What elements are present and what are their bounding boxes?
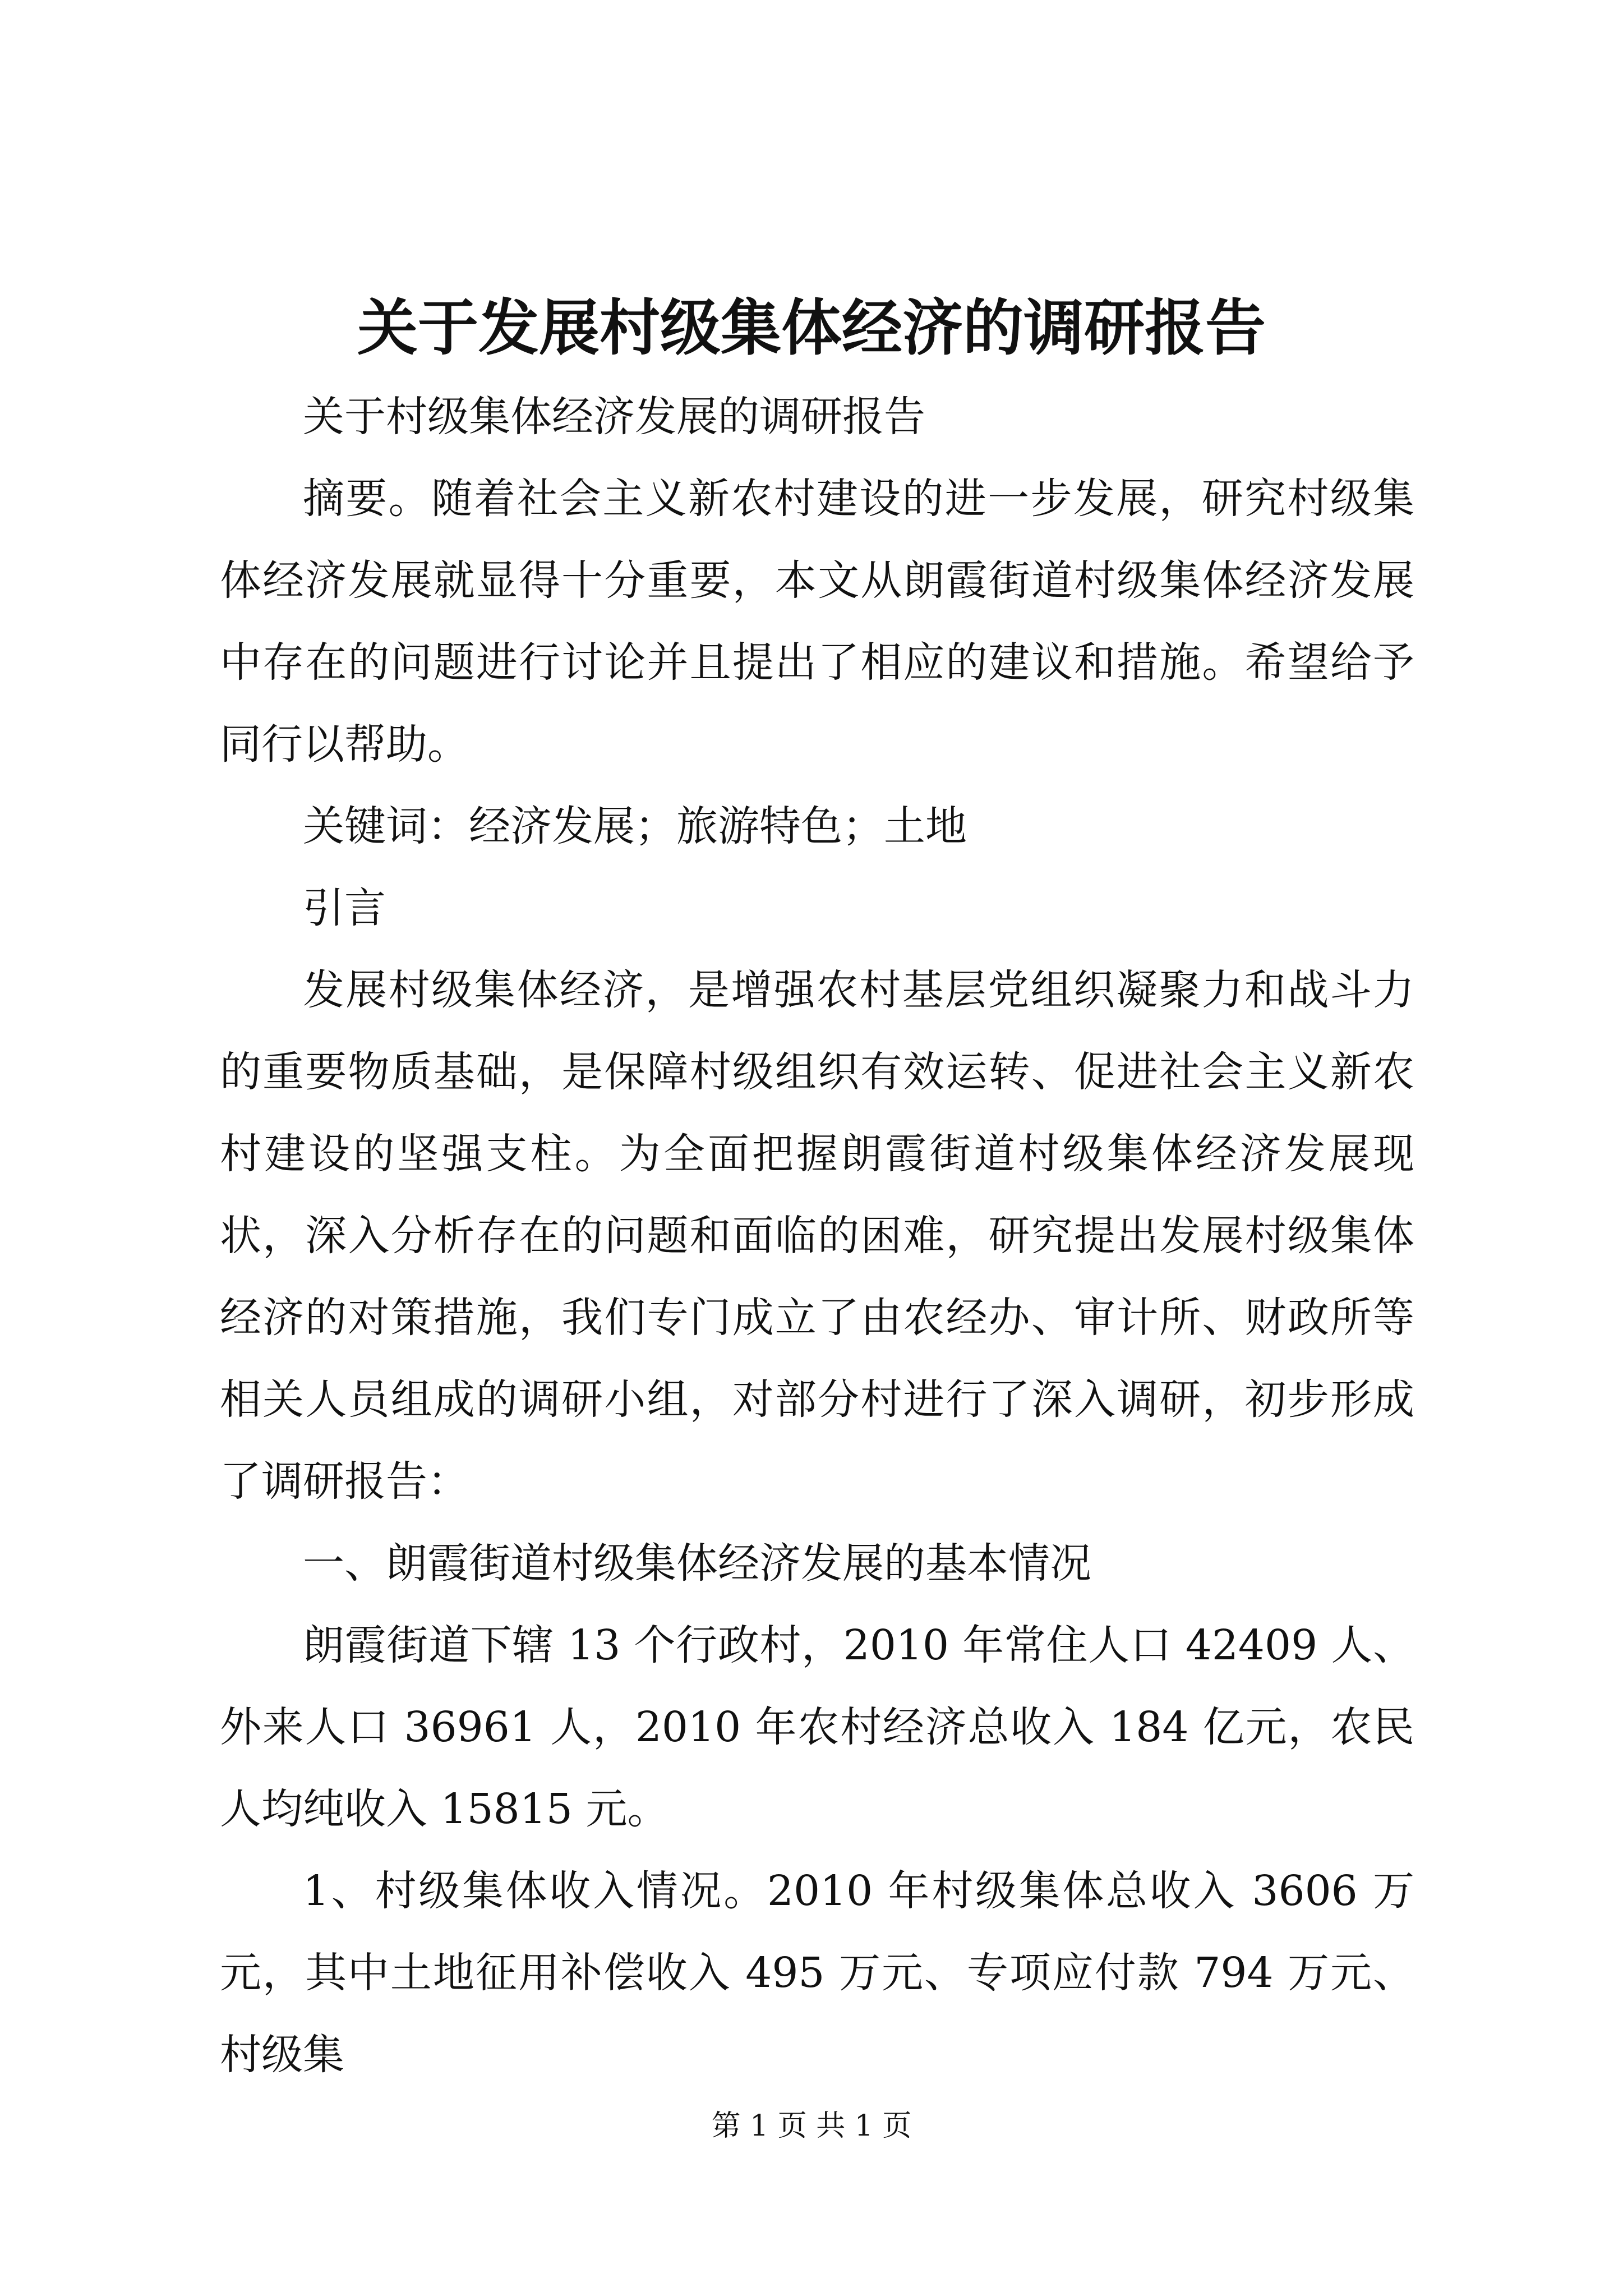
page-footer: 第 1 页 共 1 页	[711, 2109, 912, 2143]
document-title: 关于发展村级集体经济的调研报告	[357, 293, 1266, 364]
income-paragraph: 1、村级集体收入情况。2010 年村级集体总收入 3606 万元，其中土地征用补偿收入 495 万元、专项应付款 794 万元、村级集	[220, 1867, 1414, 2079]
section-heading-basic-situation: 一、朗霞街道村级集体经济发展的基本情况	[303, 1539, 1091, 1588]
introduction-paragraph: 发展村级集体经济，是增强农村基层党组织凝聚力和战斗力的重要物质基础，是保障村级组织有效运转、促进社会主义新农村建设的坚强支柱。为全面把握朗霞街道村级集体经济发展现状，深入分析存在的问题和面临的困难，研究提出发展村级集体经济的对策措施，我们专门成立了由农经办、审计所、财政所等相关人员组成的调研小组，对部分村进行了深入调研，初步形成了调研报告：	[220, 966, 1414, 1506]
document-body	[220, 376, 1414, 2096]
keywords-paragraph: 关键词：经济发展；旅游特色；土地	[303, 802, 967, 850]
population-paragraph: 朗霞街道下辖 13 个行政村，2010 年常住人口 42409 人、外来人口 36961 人，2010 年农村经济总收入 184 亿元，农民人均纯收入 15815 元。	[220, 1621, 1414, 1833]
subtitle-paragraph: 关于村级集体经济发展的调研报告	[303, 393, 925, 441]
section-heading-introduction: 引言	[303, 884, 386, 932]
abstract-paragraph: 摘要。随着社会主义新农村建设的进一步发展，研究村级集体经济发展就显得十分重要，本文从朗霞街道村级集体经济发展中存在的问题进行讨论并且提出了相应的建议和措施。希望给予同行以帮助。	[220, 475, 1414, 769]
